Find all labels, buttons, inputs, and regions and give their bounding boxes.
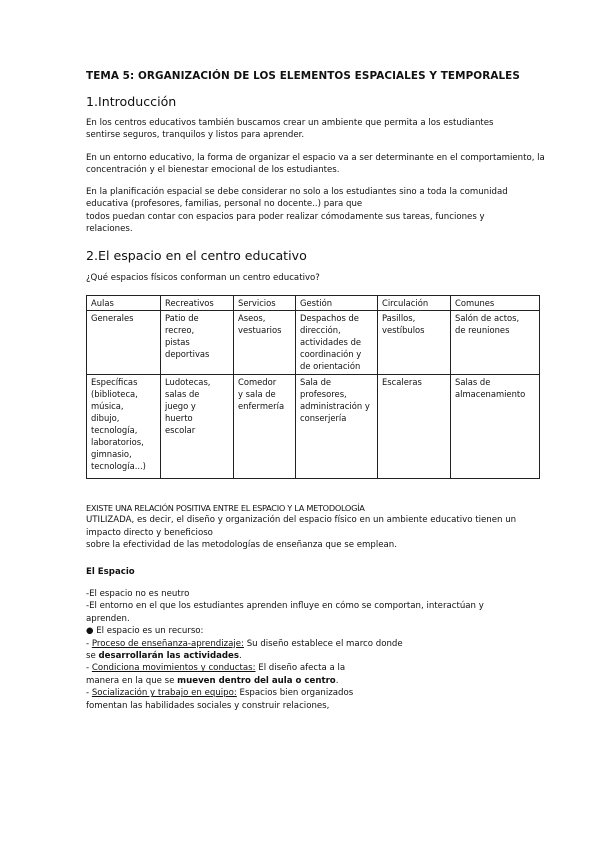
item-text: se (86, 651, 99, 662)
header-cell: Comunes (451, 296, 540, 311)
paragraph-intro-3 (86, 186, 508, 236)
text-line: aprenden. (86, 613, 130, 624)
item-text: manera en la que se (86, 675, 178, 686)
table-cell: Escaleras (378, 374, 451, 478)
item-label: Socialización y trabajo en equipo: (91, 688, 237, 699)
item-text: Espacios bien organizados (236, 688, 354, 699)
table-cell: Despachos de dirección, actividades de coordinación y de orientación (296, 311, 378, 374)
text-line: sentirse seguros, tranquilos y listos para aprender. (86, 130, 305, 141)
text-line: En un entorno educativo, la forma de organizar el espacio va a ser determinante en el comportamiento, la (86, 153, 545, 163)
table-cell: Generales (87, 311, 161, 374)
table-header-row (87, 296, 540, 311)
item-label: Condiciona movimientos y conductas: (91, 663, 256, 674)
text-line: EXISTE UNA RELACIÓN POSITIVA ENTRE EL ESPACIO Y LA METODOLOGÍA (86, 503, 365, 513)
text-line: concentración y el bienestar emocional de los estudiantes. (86, 165, 340, 176)
item-text: . (239, 651, 242, 662)
header-cell: Aulas (87, 296, 161, 311)
item-text: Su diseño establece el marco donde (243, 638, 403, 649)
text-line: UTILIZADA, es decir, el diseño y organización del espacio físico en un ambiente educativo tienen un (86, 515, 517, 526)
text-line: relaciones. (86, 224, 133, 235)
paragraph-intro-2 (86, 152, 545, 177)
list-item (86, 675, 484, 687)
question-text: ¿Qué espacios físicos conforman un centro educativo? (86, 273, 320, 283)
text-line: En los centros educativos también buscamos crear un ambiente que permita a los estudiantes (86, 118, 494, 128)
text-line: -El espacio no es neutro (86, 589, 190, 599)
table-cell: Sala de profesores, administración y conserjería (296, 374, 378, 478)
table-row (87, 374, 540, 478)
table-cell: Salón de actos, de reuniones (451, 311, 540, 374)
spaces-table (86, 295, 540, 479)
text-line: En la planificación espacial se debe considerar no solo a los estudiantes sino a toda la comunidad (86, 187, 508, 197)
item-bold: desarrollarán las actividades (98, 651, 240, 662)
dash: - (86, 663, 92, 674)
item-text: El diseño afecta a la (255, 663, 346, 674)
paragraph-intro-1 (86, 117, 494, 142)
document-title: TEMA 5: ORGANIZACIÓN DE LOS ELEMENTOS ESPACIALES Y TEMPORALES (86, 70, 520, 82)
text-line: impacto directo y beneficioso (86, 527, 213, 538)
item-bold: mueven dentro del aula o centro (177, 675, 336, 686)
text-line: ● El espacio es un recurso: (86, 626, 204, 637)
list-item (86, 638, 484, 650)
text-line: todos puedan contar con espacios para poder realizar cómodamente sus tareas, funciones y (86, 211, 485, 222)
item-text: . (335, 675, 339, 686)
table-cell: Ludotecas, salas de juego y huerto escolar (161, 374, 234, 478)
text-line: sobre la efectividad de las metodologías de enseñanza que se emplean. (86, 540, 397, 551)
table-row (87, 311, 540, 374)
espacio-heading: El Espacio (86, 567, 135, 577)
espacio-list (86, 588, 484, 712)
text-line: fomentan las habilidades sociales y construir relaciones, (86, 700, 330, 711)
table-cell: Patio de recreo, pistas deportivas (161, 311, 234, 374)
header-cell: Gestión (296, 296, 378, 311)
text-line: -El entorno en el que los estudiantes aprenden influye en cómo se comportan, interactúan y (86, 601, 484, 612)
list-item (86, 662, 484, 674)
relation-paragraph (86, 502, 516, 552)
list-item (86, 687, 484, 699)
header-cell: Circulación (378, 296, 451, 311)
table-cell: Aseos, vestuarios (234, 311, 296, 374)
item-label: Proceso de enseñanza-aprendizaje: (91, 638, 244, 649)
table-cell: Pasillos, vestíbulos (378, 311, 451, 374)
table-cell: Específicas (biblioteca, música, dibujo, tecnología, laboratorios, gimnasio, tecnología...) (87, 374, 161, 478)
text-line: educativa (profesores, familias, personal no docente..) para que (86, 199, 363, 210)
table-cell: Comedor y sala de enfermería (234, 374, 296, 478)
section-heading-introduccion: 1.Introducción (86, 94, 177, 109)
dash: - (86, 688, 92, 699)
dash: - (86, 638, 92, 649)
table-cell: Salas de almacenamiento (451, 374, 540, 478)
list-item (86, 650, 484, 662)
header-cell: Servicios (234, 296, 296, 311)
section-heading-espacio-centro: 2.El espacio en el centro educativo (86, 248, 307, 263)
header-cell: Recreativos (161, 296, 234, 311)
